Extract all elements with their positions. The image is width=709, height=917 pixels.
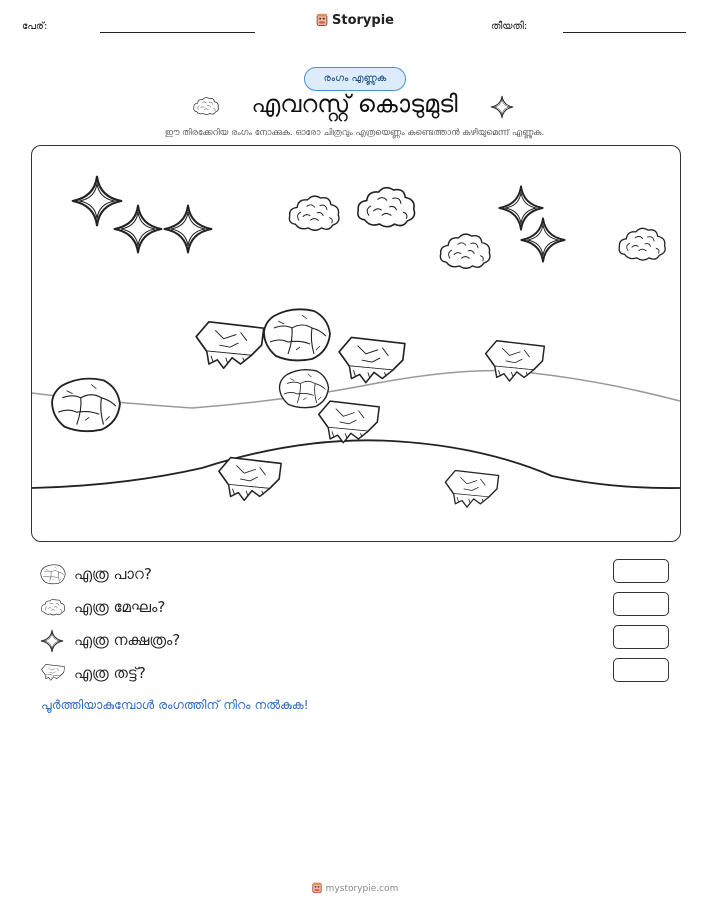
footer-site: mystorypie.com: [325, 884, 399, 894]
cloud-icon: [40, 596, 66, 618]
ledge-2: [339, 337, 405, 382]
question-text: എത്ര തട്ട്?: [74, 664, 146, 682]
star-1: [73, 177, 122, 226]
brand-logo: [0, 13, 709, 28]
mascot-icon: [311, 882, 323, 894]
question-star: [40, 629, 672, 653]
date-label: തീയതി:: [491, 21, 528, 32]
rock-2: [52, 379, 120, 432]
color-instruction: പൂർത്തിയാകുമ്പോൾ രംഗത്തിന് നിറം നൽകുക!: [41, 697, 309, 712]
cloud-2: [358, 188, 415, 227]
page-title: എവറസ്റ്റ് കൊടുമുടി: [251, 90, 458, 118]
question-rock: [40, 563, 672, 587]
star-2: [115, 206, 162, 253]
star-3: [165, 206, 212, 253]
question-text: എത്ര മേഘം?: [74, 598, 166, 616]
ledge-4: [319, 401, 379, 443]
rock-3: [279, 370, 328, 408]
everest-scene[interactable]: [31, 145, 681, 542]
date-field[interactable]: [563, 32, 686, 33]
cloud-4: [619, 228, 665, 260]
rock-1: [264, 309, 330, 360]
question-ledge: [40, 662, 672, 686]
footer: [0, 882, 709, 894]
star-icon: [40, 629, 64, 653]
ledge-1: [196, 322, 264, 368]
mascot-icon: [315, 13, 329, 27]
scene-illustration: [32, 146, 680, 541]
activity-badge: രംഗം എണ്ണുക: [304, 67, 406, 91]
answer-box-ledge[interactable]: [613, 658, 669, 682]
question-cloud: [40, 596, 672, 620]
rock-icon: [40, 563, 66, 585]
instructions: ഈ തിരക്കേറിയ രംഗം നോക്കുക. ഓരോ ചിത്രവും എത്രയെണ്ണം കണ്ടെത്താൻ കഴിയുമെന്ന് എണ്ണുക.: [164, 128, 545, 138]
star-5: [521, 218, 564, 261]
ledge-5: [219, 458, 281, 501]
answer-box-rock[interactable]: [613, 559, 669, 583]
star-icon: [490, 95, 514, 119]
ledge-icon: [40, 662, 66, 682]
brand-name: Storypie: [332, 13, 394, 28]
name-field[interactable]: [100, 32, 255, 33]
question-text: എത്ര പാറ?: [74, 565, 152, 583]
star-4: [499, 186, 542, 229]
ledge-6: [445, 471, 498, 508]
answer-box-star[interactable]: [613, 625, 669, 649]
name-label: പേര്:: [22, 21, 48, 32]
question-text: എത്ര നക്ഷത്രം?: [74, 631, 181, 649]
ridge-line-front: [32, 440, 680, 488]
answer-box-cloud[interactable]: [613, 592, 669, 616]
cloud-3: [440, 234, 490, 268]
cloud-1: [289, 196, 339, 230]
ledge-3: [486, 341, 545, 381]
